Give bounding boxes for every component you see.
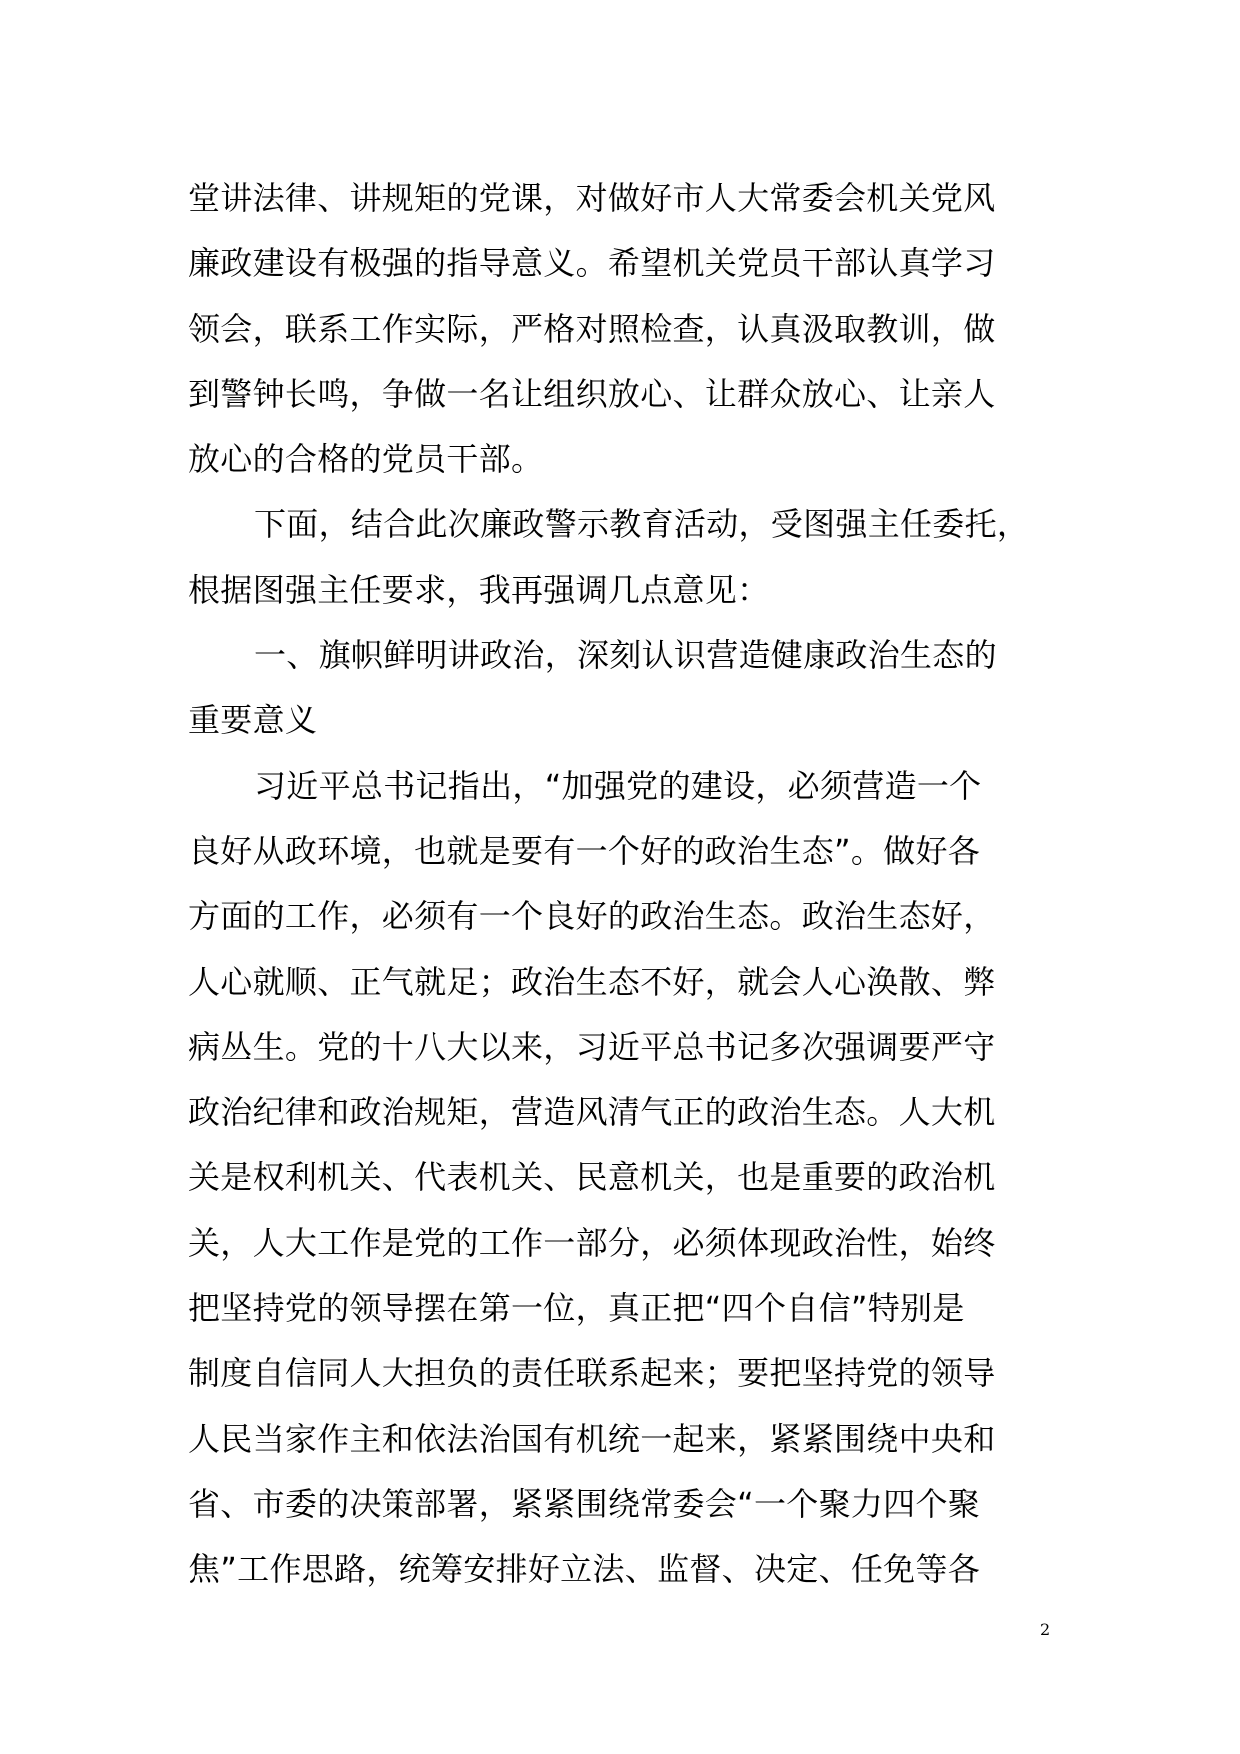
text-line: 堂讲法律、讲规矩的党课，对做好市人大常委会机关党风 xyxy=(188,179,996,217)
text-line: 省、市委的决策部署，紧紧围绕常委会“一个聚力四个聚 xyxy=(188,1484,981,1523)
text-line: 关，人大工作是党的工作一部分，必须体现政治性，始终 xyxy=(188,1223,996,1262)
text-line: 制度自信同人大担负的责任联系起来；要把坚持党的领导 xyxy=(188,1354,996,1393)
section-heading: 一、旗帜鲜明讲政治，深刻认识营造健康政治生态的 xyxy=(254,636,997,675)
page-number: 2 xyxy=(1040,1620,1051,1639)
section-heading-continued: 重要意义 xyxy=(188,701,318,740)
text-line: 方面的工作，必须有一个良好的政治生态。政治生态好， xyxy=(188,897,996,936)
text-line: 人民当家作主和依法治国有机统一起来，紧紧围绕中央和 xyxy=(188,1419,996,1458)
text-line: 焦”工作思路，统筹安排好立法、监督、决定、任免等各 xyxy=(188,1550,981,1589)
text-line: 病丛生。党的十八大以来，习近平总书记多次强调要严守 xyxy=(188,1027,996,1066)
text-line: 廉政建设有极强的指导意义。希望机关党员干部认真学习 xyxy=(188,244,996,283)
text-line: 把坚持党的领导摆在第一位，真正把“四个自信”特别是 xyxy=(188,1289,965,1328)
text-line: 政治纪律和政治规矩，营造风清气正的政治生态。人大机 xyxy=(188,1093,996,1132)
text-line: 良好从政环境，也就是要有一个好的政治生态”。做好各 xyxy=(188,831,981,870)
paragraph-first-line: 下面，结合此次廉政警示教育活动，受图强主任委托， xyxy=(254,505,1030,544)
body-text xyxy=(188,166,1068,1603)
text-line: 根据图强主任要求，我再强调几点意见： xyxy=(188,570,770,609)
text-line: 人心就顺、正气就足；政治生态不好，就会人心涣散、弊 xyxy=(188,962,996,1001)
text-line: 到警钟长鸣，争做一名让组织放心、让群众放心、让亲人 xyxy=(188,374,996,413)
text-line: 关是权利机关、代表机关、民意机关，也是重要的政治机 xyxy=(188,1158,996,1197)
text-line: 放心的合格的党员干部。 xyxy=(188,440,544,479)
paragraph-first-line: 习近平总书记指出，“加强党的建设，必须营造一个 xyxy=(254,766,982,805)
text-line: 领会，联系工作实际，严格对照检查，认真汲取教训，做 xyxy=(188,309,996,348)
